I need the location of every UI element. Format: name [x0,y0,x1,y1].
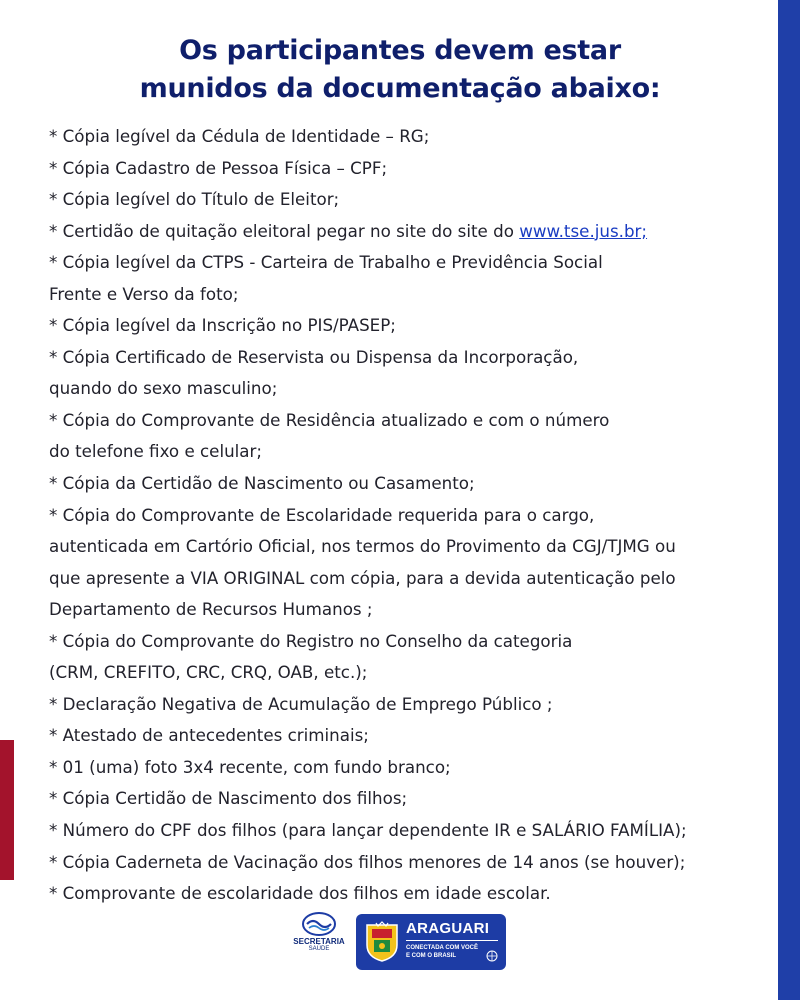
list-item: * Cópia do Comprovante de Escolaridade requerida para o cargo, [49,504,595,525]
saude-label: SAÚDE [308,946,330,952]
tse-link[interactable]: www.tse.jus.br; [519,220,648,241]
list-item-continuation: que apresente a VIA ORIGINAL com cópia, para a devida autenticação pelo [49,567,676,588]
list-item: * Cópia da Certidão de Nascimento ou Casamento; [49,473,475,494]
secretaria-saude-logo [290,912,348,970]
tagline-line-2: E COM O BRASIL [406,953,457,959]
list-item: * Comprovante de escolaridade dos filhos em idade escolar. [49,883,551,904]
list-item: * Cópia Certidão de Nascimento dos filhos; [49,788,408,809]
list-item: * Número do CPF dos filhos (para lançar dependente IR e SALÁRIO FAMÍLIA); [49,820,687,841]
list-item [49,216,774,248]
list-item: * Cópia Caderneta de Vacinação dos filhos menores de 14 anos (se houver); [49,851,686,872]
list-item-continuation: Frente e Verso da foto; [49,283,239,304]
title-line-1: Os participantes devem estar [179,35,621,66]
right-side-bar [778,0,800,1000]
list-item: * 01 (uma) foto 3x4 recente, com fundo branco; [49,756,451,777]
city-name: ARAGUARI [406,920,490,937]
list-item: * Cópia legível do Título de Eleitor; [49,189,340,210]
wave-icon [302,912,336,936]
footer-logos [290,912,510,972]
tagline-line-1: CONECTADA COM VOCÊ [406,945,478,951]
list-item: * Cópia legível da CTPS - Carteira de Trabalho e Previdência Social [49,252,603,273]
secretaria-label: SECRETARIA [293,937,345,946]
list-item: * Cópia legível da Cédula de Identidade – RG; [49,126,430,146]
list-item: * Atestado de antecedentes criminais; [49,725,369,746]
title-line-2: munidos da documentação abaixo: [139,73,661,104]
globe-icon [486,950,498,962]
city-tagline [406,944,486,960]
list-item-continuation: autenticada em Cartório Oficial, nos termos do Provimento da CGJ/TJMG ou [49,536,676,557]
list-item: * Cópia Certificado de Reservista ou Dispensa da Incorporação, [49,346,579,367]
list-item: * Cópia Cadastro de Pessoa Física – CPF; [49,157,388,178]
list-item: * Cópia do Comprovante do Registro no Conselho da categoria [49,630,573,651]
list-item: * Declaração Negativa de Acumulação de Emprego Público ; [49,693,553,714]
araguari-badge [356,914,506,970]
left-accent-bar [0,740,14,880]
page-title [0,32,800,108]
badge-divider [406,940,498,941]
list-item-continuation: Departamento de Recursos Humanos ; [49,599,373,620]
document-list [49,121,774,910]
list-item: * Cópia do Comprovante de Residência atualizado e com o número [49,409,610,430]
city-crest-icon [364,921,400,963]
list-item-text: * Certidão de quitação eleitoral pegar no site do site do [49,220,520,241]
list-item-continuation: do telefone fixo e celular; [49,441,263,462]
list-item-continuation: (CRM, CREFITO, CRC, CRQ, OAB, etc.); [49,662,368,683]
list-item-continuation: quando do sexo masculino; [49,378,278,399]
list-item: * Cópia legível da Inscrição no PIS/PASEP; [49,315,396,336]
